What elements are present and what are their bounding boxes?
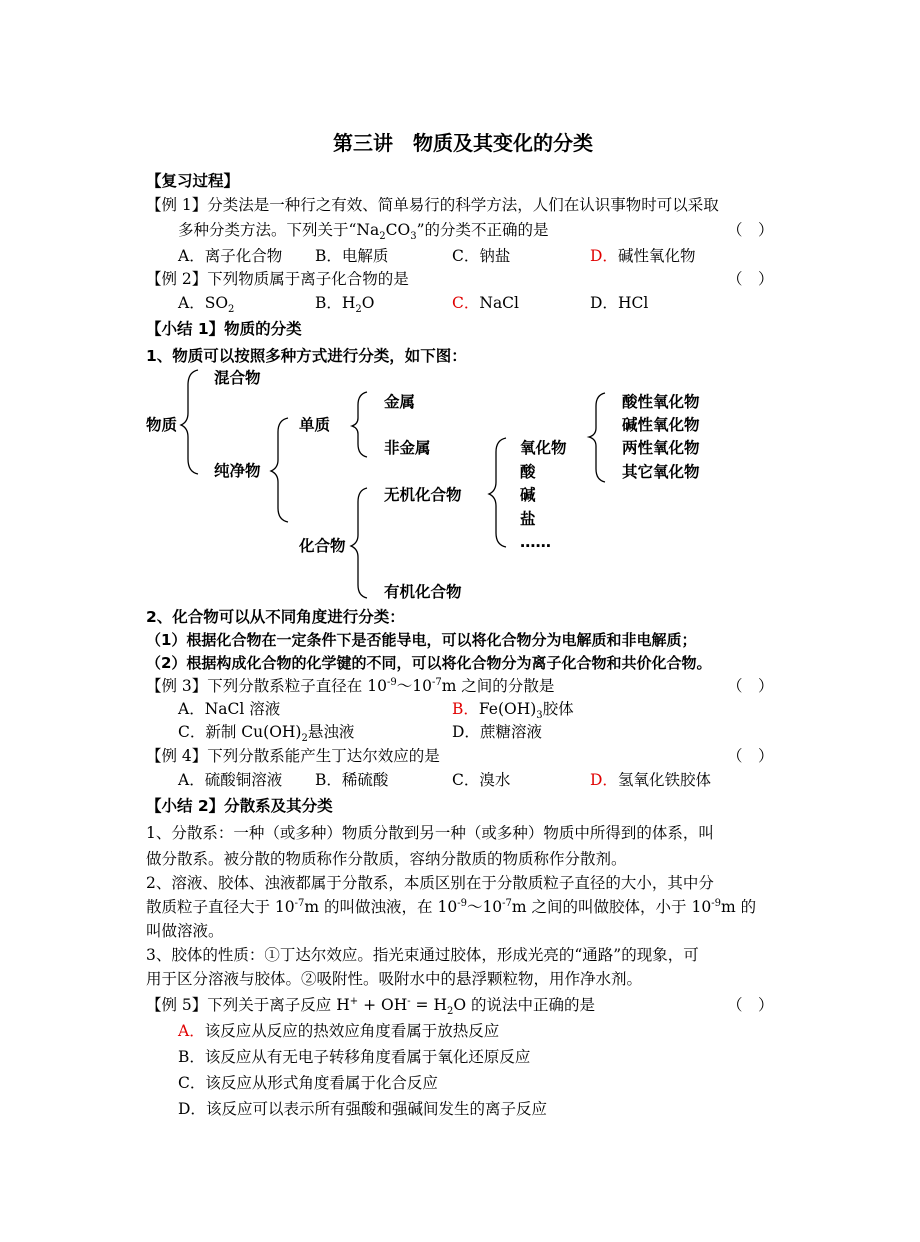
review-heading: 【复习过程】 — [146, 172, 240, 190]
option-text: 新制 Cu(OH) — [205, 723, 302, 741]
subscript: 2 — [379, 231, 386, 243]
option-letter: B． — [315, 294, 342, 312]
example-3-stem-line — [146, 676, 554, 696]
superscript: -7 — [502, 897, 512, 909]
example-3-label: 【例 3】 — [146, 677, 208, 695]
tree-nonmetal: 非金属 — [384, 439, 431, 457]
example-5-stem-line — [146, 995, 595, 1018]
formula-part: CO — [385, 221, 411, 239]
option-text: SO — [204, 294, 229, 312]
option-letter-correct: D． — [590, 771, 618, 789]
subscript: 2 — [301, 733, 308, 745]
brace-oxide — [589, 393, 605, 482]
example-3-option-d[interactable] — [452, 722, 542, 742]
brace-inorganic — [489, 438, 506, 547]
brace-pure — [271, 418, 288, 522]
tree-acidic-oxide: 酸性氧化物 — [622, 393, 700, 411]
tree-compound: 化合物 — [299, 537, 346, 555]
option-letter: B． — [178, 1048, 205, 1066]
option-text: 稀硫酸 — [341, 771, 389, 789]
tree-etc: …… — [520, 533, 551, 551]
superscript: -9 — [386, 676, 397, 688]
option-letter: A． — [178, 294, 205, 312]
subscript: 2 — [446, 1006, 454, 1018]
example-5-label: 【例 5】 — [146, 996, 208, 1014]
example-3-option-a[interactable] — [178, 699, 280, 719]
example-3-stem: m 之间的分散是 — [441, 677, 555, 695]
tree-acid: 酸 — [520, 463, 536, 481]
option-text: O — [361, 294, 375, 312]
superscript: -9 — [711, 897, 721, 909]
tree-element: 单质 — [299, 416, 331, 434]
summary-2-point-2a: 2、溶液、胶体、浊液都属于分散系，本质区别在于分散质粒子直径的大小，其中分 — [146, 874, 714, 892]
option-letter: B． — [315, 247, 342, 265]
brace-element — [352, 392, 367, 457]
example-4-option-a[interactable] — [178, 770, 282, 790]
example-2-stem: 下列物质属于离子化合物的是 — [207, 270, 409, 288]
option-letter: A． — [178, 771, 205, 789]
example-4-label: 【例 4】 — [146, 747, 208, 765]
text-part: m 之间的叫做胶体，小于 10 — [511, 898, 712, 916]
example-5-option-d[interactable] — [178, 1099, 547, 1119]
example-4-option-b[interactable] — [315, 770, 388, 790]
example-5-option-c[interactable] — [178, 1073, 438, 1093]
example-5-answer-blank[interactable]: （ ） — [727, 996, 774, 1014]
example-4-stem-line — [146, 746, 440, 766]
example-1-label: 【例 1】 — [146, 196, 208, 214]
option-letter: C． — [452, 247, 480, 265]
tree-basic-oxide: 碱性氧化物 — [622, 416, 700, 434]
option-letter: D． — [590, 294, 618, 312]
summary-2-point-3a: 3、胶体的性质：①丁达尔效应。指光束通过胶体，形成光亮的“通路”的现象，可 — [146, 946, 699, 964]
option-text: 胶体 — [542, 700, 574, 718]
example-5-option-a[interactable] — [178, 1021, 499, 1041]
example-5-stem: O 的说法中正确的是 — [453, 996, 595, 1014]
brace-compound — [351, 488, 367, 598]
example-1-stem-2: 多种分类方法。下列关于“Na — [178, 221, 380, 239]
example-4-stem: 下列分散系能产生丁达尔效应的是 — [207, 747, 440, 765]
option-letter: D． — [452, 723, 480, 741]
option-letter: C． — [178, 723, 206, 741]
option-text: NaCl 溶液 — [204, 700, 281, 718]
tree-metal: 金属 — [384, 393, 416, 411]
summary-2-point-3b: 用于区分溶液与胶体。②吸附性。吸附水中的悬浮颗粒物，用作净水剂。 — [146, 970, 643, 988]
subscript: 3 — [536, 710, 543, 722]
option-letter-correct: B． — [452, 700, 479, 718]
summary-2-point-2c: 叫做溶液。 — [146, 922, 224, 940]
superscript: - — [407, 995, 411, 1007]
point-1: 1、物质可以按照多种方式进行分类，如下图： — [146, 347, 467, 365]
option-letter: C． — [452, 771, 480, 789]
text-part: ～10 — [466, 898, 503, 916]
option-text: HCl — [617, 294, 649, 312]
text-part: m 的叫做浊液，在 10 — [304, 898, 458, 916]
example-2-answer-blank[interactable]: （ ） — [727, 270, 774, 288]
tree-mixture: 混合物 — [214, 369, 261, 387]
example-3-stem: ～10 — [396, 677, 432, 695]
tree-pure: 纯净物 — [214, 462, 261, 480]
tree-other-oxide: 其它氧化物 — [622, 463, 700, 481]
example-5-stem: = H — [410, 996, 447, 1014]
brace-matter — [181, 370, 198, 474]
example-1-answer-blank[interactable]: （ ） — [727, 221, 774, 239]
option-text: 悬浊液 — [307, 723, 355, 741]
example-3-option-b[interactable] — [452, 699, 574, 722]
option-letter-correct: C． — [452, 294, 480, 312]
text-part: 散质粒子直径大于 10 — [146, 898, 295, 916]
tree-organic: 有机化合物 — [384, 583, 462, 601]
point-2: 2、化合物可以从不同角度进行分类： — [146, 608, 405, 626]
example-4-option-d[interactable] — [590, 770, 711, 790]
option-letter: A． — [178, 700, 205, 718]
page-title: 第三讲 物质及其变化的分类 — [333, 131, 593, 155]
summary-2-point-1b: 做分散系。被分散的物质称作分散质，容纳分散质的物质称作分散剂。 — [146, 850, 627, 868]
option-text: Fe(OH) — [478, 700, 537, 718]
option-text: 碱性氧化物 — [617, 247, 696, 265]
example-4-answer-blank[interactable]: （ ） — [727, 747, 774, 765]
tree-oxide: 氧化物 — [520, 439, 567, 457]
example-3-option-c[interactable] — [178, 722, 355, 745]
option-letter-correct: A． — [178, 1022, 205, 1040]
option-text: 电解质 — [341, 247, 389, 265]
point-2-1: （1）根据化合物在一定条件下是否能导电，可以将化合物分为电解质和非电解质； — [146, 631, 697, 649]
option-text: NaCl — [479, 294, 519, 312]
example-3-answer-blank[interactable]: （ ） — [727, 677, 774, 695]
summary-2-heading: 【小结 2】分散系及其分类 — [146, 797, 333, 815]
option-text: 该反应从反应的热效应角度看属于放热反应 — [204, 1022, 500, 1040]
superscript: -7 — [294, 897, 305, 909]
option-text: 离子化合物 — [204, 247, 283, 265]
subscript: 2 — [228, 304, 235, 316]
tree-base: 碱 — [520, 486, 536, 504]
option-letter-correct: D． — [590, 247, 618, 265]
option-text: 蔗糖溶液 — [479, 723, 542, 741]
tree-salt: 盐 — [520, 510, 536, 528]
example-3-stem: 下列分散系粒子直径在 10 — [207, 677, 387, 695]
superscript: + — [349, 995, 359, 1007]
summary-1-heading: 【小结 1】物质的分类 — [146, 320, 302, 338]
example-5-option-b[interactable] — [178, 1047, 530, 1067]
option-text: 氢氧化铁胶体 — [617, 771, 711, 789]
example-2-label: 【例 2】 — [146, 270, 208, 288]
option-letter: C． — [178, 1074, 206, 1092]
summary-2-point-1a: 1、分散系：一种（或多种）物质分散到另一种（或多种）物质中所得到的体系，叫 — [146, 824, 714, 842]
superscript: -9 — [457, 897, 467, 909]
example-5-stem: + OH — [358, 996, 408, 1014]
option-text: 该反应从形式角度看属于化合反应 — [205, 1074, 438, 1092]
tree-inorganic: 无机化合物 — [384, 486, 462, 504]
option-text: 溴水 — [479, 771, 511, 789]
option-letter: B． — [315, 771, 342, 789]
option-letter: A． — [178, 247, 205, 265]
summary-2-point-2b — [146, 897, 756, 917]
option-text: 该反应可以表示所有强酸和强碱间发生的离子反应 — [205, 1100, 547, 1118]
tree-matter: 物质 — [146, 416, 178, 434]
example-1-stem: 分类法是一种行之有效、简单易行的科学方法，人们在认识事物时可以采取 — [207, 196, 719, 214]
subscript: 3 — [410, 231, 417, 243]
tree-amphoteric-oxide: 两性氧化物 — [622, 439, 700, 457]
option-letter: D． — [178, 1100, 206, 1118]
superscript: -7 — [431, 676, 442, 688]
option-text: H — [341, 294, 356, 312]
subscript: 2 — [355, 304, 362, 316]
option-text: 硫酸铜溶液 — [204, 771, 283, 789]
option-text: 钠盐 — [479, 247, 511, 265]
example-1-stem-3: ”的分类不正确的是 — [416, 221, 549, 239]
example-4-option-c[interactable] — [452, 770, 510, 790]
option-text: 该反应从有无电子转移角度看属于氧化还原反应 — [204, 1048, 531, 1066]
point-2-2: （2）根据构成化合物的化学键的不同，可以将化合物分为离子化合物和共价化合物。 — [146, 654, 712, 672]
text-part: m 的 — [720, 898, 757, 916]
example-5-stem: 下列关于离子反应 H — [207, 996, 350, 1014]
